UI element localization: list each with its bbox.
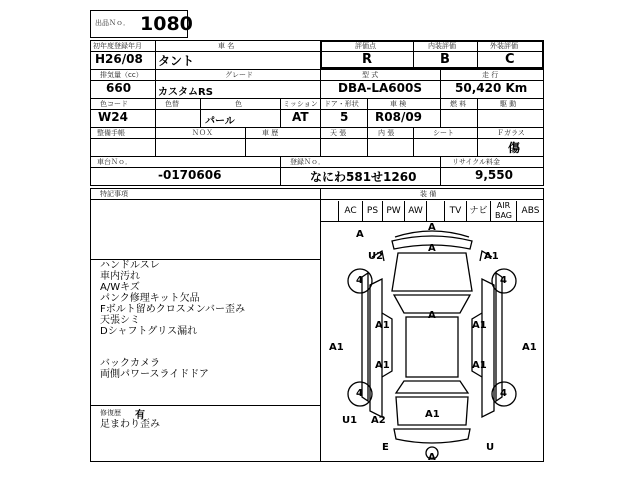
color-value: パール [205, 116, 235, 127]
interior-side-label: 内 張 [378, 129, 395, 137]
history-label: 車 歴 [262, 129, 279, 137]
displacement-label: 排気量（cc） [100, 71, 143, 79]
equip-ac: AC [338, 201, 362, 221]
mark-tire-fr: 4 [500, 275, 507, 286]
reg-no-value: なにわ581せ1260 [310, 170, 417, 184]
color-change-label: 色替 [165, 100, 179, 108]
interior-value: B [440, 52, 450, 67]
remark-4: パンク修理キット欠品 [100, 293, 200, 304]
equip-navi: ナビ [466, 201, 490, 221]
color-code-label: 色コード [100, 100, 128, 108]
fglass-label: Ｆガラス [497, 129, 525, 137]
model-value: DBA-LA600S [338, 81, 422, 95]
hood-outline [392, 253, 472, 291]
maintenance-label: 整備手帳 [97, 129, 125, 137]
remark-6: 天張シミ [100, 315, 140, 326]
mark-front-a: A [428, 222, 436, 233]
fglass-value: 傷 [508, 141, 521, 155]
equip-blank [426, 201, 444, 221]
first-reg-label: 初年度登録年月 [93, 42, 142, 50]
mission-label: ミッション [283, 100, 318, 108]
equip-tv: TV [444, 201, 466, 221]
color-label: 色 [235, 100, 242, 108]
mark-rear-a2: A2 [371, 415, 386, 426]
seat-label: シート [433, 129, 454, 137]
mark-right-front-a1: A1 [484, 251, 499, 262]
mark-left-rear-a1: A1 [375, 360, 390, 371]
chassis-value: -0170606 [158, 168, 222, 182]
lot-number: 1080 [140, 13, 193, 35]
score-value: R [362, 52, 373, 67]
doors-label: ドア・形状 [324, 100, 359, 108]
grade-value: カスタムRS [158, 87, 213, 98]
mark-left-door-a1: A1 [375, 320, 390, 331]
exterior-label: 外装評価 [490, 42, 518, 50]
first-reg-value: H26/08 [95, 52, 143, 66]
chassis-label: 車台Ｎｏ． [97, 158, 132, 166]
inspection-label: 車 検 [390, 100, 407, 108]
mileage-label: 走 行 [482, 71, 499, 79]
recycle-label: リサイクル料金 [452, 158, 501, 166]
mark-rear-e: E [382, 442, 389, 453]
mark-tire-fl: 4 [356, 275, 363, 286]
roof-outline [406, 317, 458, 377]
mark-right-door-a1: A1 [472, 320, 487, 331]
mark-trunk-a1: A1 [425, 409, 440, 420]
recycle-value: 9,550 [475, 168, 513, 182]
equip-abs: ABS [516, 201, 544, 221]
equip-aw: AW [404, 201, 426, 221]
remark-9: 両側パワースライドドア [100, 369, 209, 380]
car-name-value: タント [158, 54, 195, 68]
mark-roof-a: A [428, 310, 436, 321]
exterior-value: C [505, 52, 515, 67]
mark-rear-u: U [486, 442, 495, 453]
grade-label: グレード [225, 71, 253, 79]
mark-left-side-a1: A1 [329, 342, 344, 353]
fuel-label: 燃 料 [450, 100, 467, 108]
repair-history-label: 修復歴 [100, 409, 121, 417]
remark-1: ハンドルスレ [100, 260, 160, 271]
rear-window-outline [396, 381, 468, 393]
equip-airbag: AIR BAG [490, 201, 516, 221]
mark-rear-u1: U1 [342, 415, 358, 426]
roof-label: 天 張 [330, 129, 347, 137]
remark-2: 車内汚れ [100, 271, 140, 282]
mark-right-side-a1: A1 [522, 342, 537, 353]
mission-value: AT [292, 110, 309, 124]
mark-right-rear-a1: A1 [472, 360, 487, 371]
drive-label: 駆 動 [500, 100, 517, 108]
remark-3: A/Wキズ [100, 282, 140, 293]
mark-u2: U2 [368, 251, 384, 262]
color-code-value: W24 [98, 110, 128, 124]
mark-rear-bumper-a: A [428, 452, 436, 463]
inspection-value: R08/09 [375, 110, 423, 124]
doors-value: 5 [340, 110, 349, 124]
rear-bumper-outline [394, 429, 470, 443]
interior-label: 内装評価 [428, 42, 456, 50]
equip-pw: PW [382, 201, 404, 221]
equipment-label: 装 備 [420, 190, 437, 198]
score-label: 評価点 [355, 42, 376, 50]
remark-8: バックカメラ [100, 358, 160, 369]
equip-ps: PS [362, 201, 382, 221]
model-label: 型 式 [362, 71, 379, 79]
repair-history-value: 有 [135, 410, 145, 421]
lot-label: 出品Ｎｏ． [95, 19, 130, 27]
repair-note: 足まわり歪み [100, 419, 160, 430]
remark-5: Fボルト留めクロスメンバー歪み [100, 304, 246, 315]
car-name-label: 車 名 [218, 42, 235, 50]
mark-tire-rl: 4 [356, 388, 363, 399]
displacement-value: 660 [106, 81, 132, 95]
reg-no-label: 登録Ｎｏ． [290, 158, 325, 166]
remarks-label: 特記事項 [100, 190, 128, 198]
remark-7: Dシャフトグリス漏れ [100, 326, 198, 337]
mark-left-front-a: A [356, 229, 364, 240]
mileage-value: 50,420 Km [455, 81, 528, 95]
nox-label: ＮＯＸ [192, 129, 213, 137]
mark-hood-a: A [428, 243, 436, 254]
mark-tire-rr: 4 [500, 388, 507, 399]
